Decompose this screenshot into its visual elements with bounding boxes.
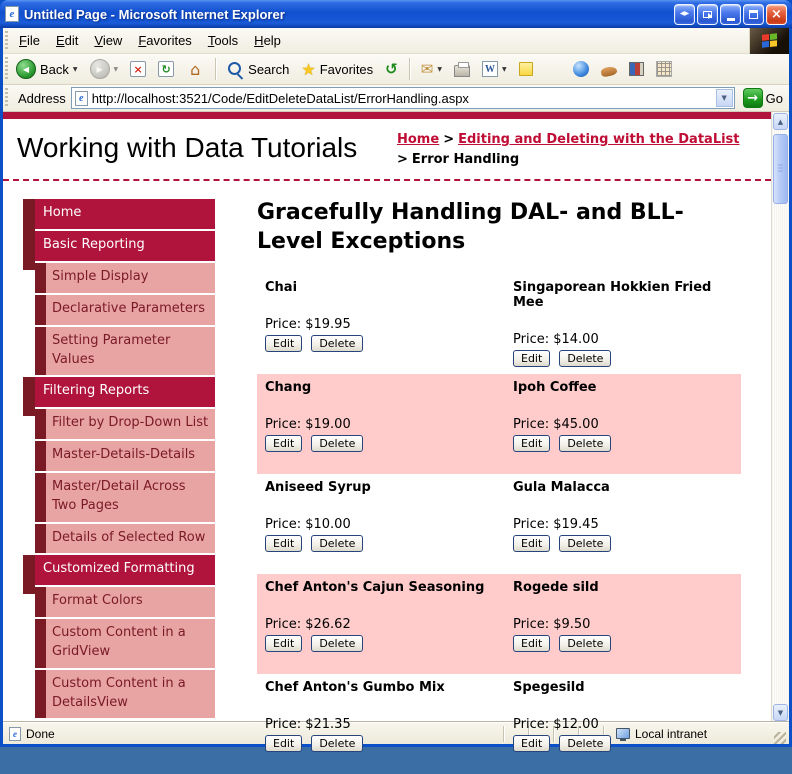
sidebar-item-setting-parameter-values[interactable]: Setting Parameter Values xyxy=(35,327,215,376)
product-name: Gula Malacca xyxy=(513,480,610,496)
menubar-items xyxy=(11,29,289,52)
intranet-zone-icon xyxy=(616,728,630,739)
maximize-button[interactable] xyxy=(743,4,764,25)
delete-button[interactable]: Delete xyxy=(559,350,611,367)
delete-button[interactable]: Delete xyxy=(311,335,363,352)
forward-icon: ▶ xyxy=(90,59,110,79)
menubar-grip[interactable] xyxy=(5,31,8,50)
menubar xyxy=(3,28,789,54)
forward-button[interactable] xyxy=(85,57,124,81)
vertical-scrollbar[interactable] xyxy=(771,112,789,722)
scroll-down-button[interactable]: ▼ xyxy=(773,704,788,721)
home-button[interactable] xyxy=(181,58,209,80)
toolbar-separator xyxy=(215,58,216,80)
product-name: Chef Anton's Gumbo Mix xyxy=(265,680,445,696)
window-title: Untitled Page - Microsoft Internet Explorer xyxy=(24,6,285,22)
product-actions xyxy=(513,350,733,367)
product-actions xyxy=(513,435,733,452)
word-icon: W xyxy=(482,61,498,77)
product-name: Singaporean Hokkien Fried Mee xyxy=(513,280,712,311)
shoe-icon xyxy=(600,65,618,77)
minimize-button[interactable] xyxy=(720,4,741,25)
back-button[interactable] xyxy=(11,57,83,81)
sidebar-item-master-details-details[interactable]: Master-Details-Details xyxy=(35,441,215,471)
product-price: Price: $21.35 xyxy=(265,717,351,733)
product-name: Aniseed Syrup xyxy=(265,480,371,496)
product-actions xyxy=(265,735,513,752)
menu-item-edit[interactable]: Edit xyxy=(55,33,79,48)
breadcrumb-separator: > xyxy=(397,152,408,168)
discuss-button[interactable] xyxy=(514,60,538,78)
breadcrumb xyxy=(397,128,759,170)
product-price: Price: $14.00 xyxy=(513,332,599,348)
edit-button[interactable]: Edit xyxy=(513,735,550,752)
arrows-icon: ◀▶ xyxy=(679,10,690,17)
delete-button[interactable]: Delete xyxy=(311,535,363,552)
sidebar-item-customized-formatting[interactable]: Customized Formatting xyxy=(23,555,215,585)
menu-item-help[interactable]: Help xyxy=(254,33,281,48)
product-actions xyxy=(265,435,513,452)
breadcrumb-separator: > xyxy=(443,132,455,147)
addressbar xyxy=(3,85,789,112)
product-price: Price: $9.50 xyxy=(513,617,591,633)
edit-button[interactable]: Edit xyxy=(513,635,550,652)
product-actions xyxy=(513,535,733,552)
sidebar-item-declarative-parameters[interactable]: Declarative Parameters xyxy=(35,295,215,325)
close-icon: × xyxy=(771,6,782,22)
product-cell xyxy=(513,280,733,374)
product-actions xyxy=(265,335,513,352)
product-cell xyxy=(513,480,733,574)
product-price: Price: $45.00 xyxy=(513,417,599,433)
toggle-arrows-button[interactable] xyxy=(674,4,695,25)
search-button[interactable] xyxy=(222,59,294,80)
page-header xyxy=(3,119,771,181)
product-row xyxy=(257,574,741,674)
mail-icon: ✉ xyxy=(420,60,434,78)
product-row xyxy=(257,674,741,774)
delete-button[interactable]: Delete xyxy=(559,735,611,752)
sphere-icon xyxy=(573,61,589,77)
edit-with-word-button[interactable] xyxy=(477,59,512,79)
address-dropdown-button[interactable]: ▼ xyxy=(716,89,733,107)
product-price: Price: $19.95 xyxy=(265,317,351,333)
product-cell xyxy=(265,680,513,774)
go-button[interactable] xyxy=(740,88,786,108)
dropdown-arrow-icon[interactable]: ▼ xyxy=(72,65,78,73)
history-button[interactable] xyxy=(380,58,403,80)
sidebar-item-filtering-reports[interactable]: Filtering Reports xyxy=(23,377,215,407)
address-input[interactable] xyxy=(92,91,712,106)
mail-button[interactable] xyxy=(416,58,447,80)
title-buttons xyxy=(674,4,787,25)
favorites-button-label: Favorites xyxy=(319,61,374,77)
menu-item-favorites[interactable]: Favorites xyxy=(138,33,192,48)
addressbar-grip[interactable] xyxy=(5,88,8,108)
research-button[interactable] xyxy=(624,60,649,78)
sidebar-item-basic-reporting[interactable]: Basic Reporting xyxy=(23,231,215,261)
popout-button[interactable] xyxy=(697,4,718,25)
favorites-icon: ★ xyxy=(301,59,316,79)
windows-logo xyxy=(749,28,789,54)
resize-grip[interactable] xyxy=(774,732,786,744)
toolbar-grip[interactable] xyxy=(5,57,8,81)
edit-button[interactable]: Edit xyxy=(265,735,302,752)
product-name: Spegesild xyxy=(513,680,585,696)
product-actions xyxy=(265,635,513,652)
product-cell xyxy=(265,280,513,374)
close-button[interactable] xyxy=(766,4,787,25)
scrollbar-thumb[interactable] xyxy=(773,134,788,204)
menu-item-view[interactable]: View xyxy=(94,33,123,48)
windows-flag-icon xyxy=(762,33,777,48)
menu-item-tools[interactable]: Tools xyxy=(207,33,239,48)
toolbar-items xyxy=(11,57,677,81)
product-name: Rogede sild xyxy=(513,580,599,596)
delete-button[interactable]: Delete xyxy=(559,535,611,552)
search-icon xyxy=(228,62,241,75)
sidebar-item-details-of-selected-row[interactable]: Details of Selected Row xyxy=(35,524,215,554)
home-icon: ⌂ xyxy=(190,59,201,79)
refresh-button[interactable] xyxy=(153,59,179,79)
messenger-button[interactable] xyxy=(568,59,594,79)
sidebar-item-custom-content-in-a-gridview[interactable]: Custom Content in a GridView xyxy=(35,619,215,668)
product-price: Price: $12.00 xyxy=(513,717,599,733)
ie-window-icon: e xyxy=(5,6,19,22)
maximize-icon xyxy=(749,10,758,19)
sidebar-item-custom-content-in-a-detailsview[interactable]: Custom Content in a DetailsView xyxy=(35,670,215,719)
breadcrumb-section-link[interactable]: Editing and Deleting with the DataList xyxy=(458,132,740,147)
delete-button[interactable]: Delete xyxy=(559,635,611,652)
product-datalist xyxy=(257,274,741,774)
delete-button[interactable]: Delete xyxy=(311,635,363,652)
sidebar-item-master-detail-across-two-pages[interactable]: Master/Detail Across Two Pages xyxy=(35,473,215,522)
edit-button[interactable]: Edit xyxy=(265,435,302,452)
product-row xyxy=(257,374,741,474)
product-price: Price: $26.62 xyxy=(265,617,351,633)
product-name: Chef Anton's Cajun Seasoning xyxy=(265,580,485,596)
refresh-icon: ↻ xyxy=(158,61,174,77)
scrollbar-track[interactable] xyxy=(772,207,789,703)
favorites-button[interactable] xyxy=(296,58,378,81)
edit-button[interactable]: Edit xyxy=(513,435,550,452)
sidebar-item-home[interactable]: Home xyxy=(23,199,215,229)
delete-button[interactable]: Delete xyxy=(559,435,611,452)
product-row xyxy=(257,274,741,374)
stop-button[interactable] xyxy=(125,59,151,79)
titlebar[interactable] xyxy=(0,0,792,28)
print-icon xyxy=(454,65,470,77)
page-body xyxy=(3,181,771,774)
sidebar-item-format-colors[interactable]: Format Colors xyxy=(35,587,215,617)
toolbar-separator xyxy=(409,58,410,80)
back-button-label: Back xyxy=(40,61,69,77)
product-cell xyxy=(265,380,513,474)
edit-button[interactable]: Edit xyxy=(265,635,302,652)
books-icon xyxy=(629,62,644,76)
popout-icon xyxy=(703,11,712,18)
product-cell xyxy=(513,580,733,674)
product-actions xyxy=(513,635,733,652)
scroll-up-button[interactable]: ▲ xyxy=(773,113,788,130)
zone-label: Local intranet xyxy=(635,726,708,741)
matrix-icon xyxy=(656,61,672,77)
product-actions xyxy=(265,535,513,552)
breadcrumb-home-link[interactable]: Home xyxy=(397,132,440,147)
page-title: Gracefully Handling DAL- and BLL-Level Exceptions xyxy=(257,200,684,254)
status-text: Done xyxy=(26,726,55,741)
sidebar-nav xyxy=(23,199,215,774)
go-arrow-icon: → xyxy=(743,88,763,108)
product-row xyxy=(257,474,741,574)
address-box xyxy=(71,87,735,109)
status-page-icon: e xyxy=(9,727,21,741)
breadcrumb-current: Error Handling xyxy=(411,152,520,168)
product-name: Ipoh Coffee xyxy=(513,380,597,396)
edit-button[interactable]: Edit xyxy=(265,535,302,552)
page-icon: e xyxy=(75,91,88,106)
product-cell xyxy=(265,580,513,674)
history-icon: ↺ xyxy=(385,60,398,78)
print-button[interactable] xyxy=(449,59,475,79)
sidebar-item-simple-display[interactable]: Simple Display xyxy=(35,263,215,293)
go-label: Go xyxy=(765,90,783,106)
shortcut-button[interactable] xyxy=(596,61,622,78)
sidebar-item-filter-by-drop-down-list[interactable]: Filter by Drop-Down List xyxy=(35,409,215,439)
toolbar xyxy=(3,54,789,85)
product-cell xyxy=(265,480,513,574)
product-cell xyxy=(513,380,733,474)
dropdown-arrow-icon[interactable]: ▼ xyxy=(501,65,507,73)
stop-icon: × xyxy=(130,61,146,77)
main-content xyxy=(257,199,741,774)
back-icon: ◀ xyxy=(16,59,36,79)
matrix-tool-button[interactable] xyxy=(651,59,677,79)
search-button-label: Search xyxy=(248,61,290,77)
product-price: Price: $19.45 xyxy=(513,517,599,533)
product-name: Chai xyxy=(265,280,298,296)
minimize-icon xyxy=(727,18,735,21)
product-price: Price: $10.00 xyxy=(265,517,351,533)
delete-button[interactable]: Delete xyxy=(311,735,363,752)
delete-button[interactable]: Delete xyxy=(311,435,363,452)
page-top-accent-bar xyxy=(3,112,771,119)
dropdown-arrow-icon[interactable]: ▼ xyxy=(437,65,442,73)
menu-item-file[interactable]: File xyxy=(19,33,40,48)
product-price: Price: $19.00 xyxy=(265,417,351,433)
edit-button[interactable]: Edit xyxy=(265,335,302,352)
note-icon xyxy=(519,62,533,76)
site-title: Working with Data Tutorials xyxy=(17,132,358,163)
edit-button[interactable]: Edit xyxy=(513,535,550,552)
dropdown-arrow-icon[interactable]: ▼ xyxy=(113,65,119,73)
address-label: Address xyxy=(18,90,66,106)
edit-button[interactable]: Edit xyxy=(513,350,550,367)
product-name: Chang xyxy=(265,380,312,396)
